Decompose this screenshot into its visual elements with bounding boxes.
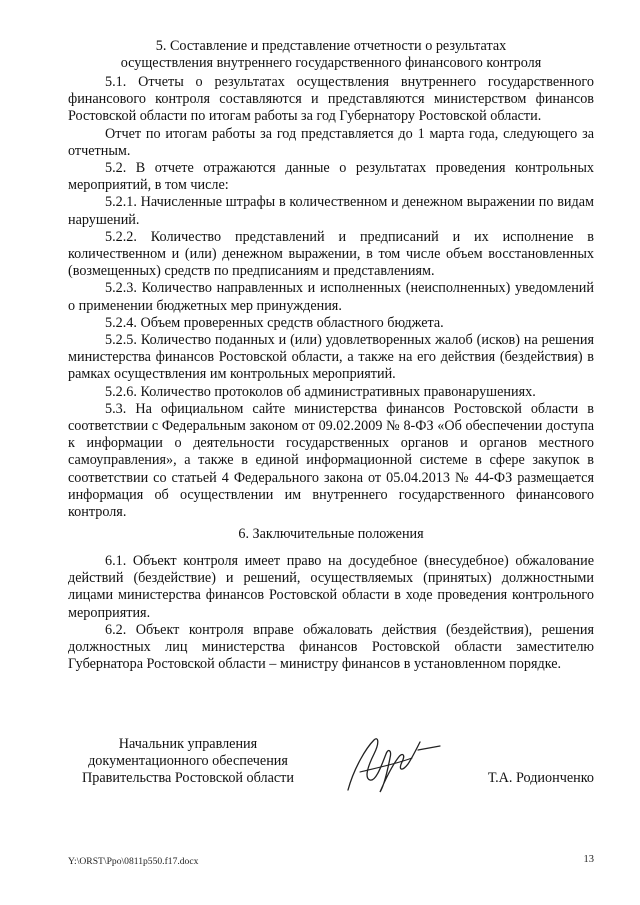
paragraph-5-2-2: 5.2.2. Количество представлений и предписаний и их исполнение в количественном и (или) денежном выражении, в том числе объем восстановленных (возмещенных) средств по предписаниям и представлениям. <box>68 228 594 280</box>
paragraph-6-1: 6.1. Объект контроля имеет право на досудебное (внесудебное) обжалование действий (бездействие) и решений, осуществляемых (принятых) должностными лицами министерства финансов Ростовской области в ходе проведения контрольного мероприятия. <box>68 553 594 621</box>
page-number: 13 <box>583 854 594 865</box>
paragraph-5-2-6: 5.2.6. Количество протоколов об административных правонарушениях. <box>105 383 536 400</box>
section-5-body <box>68 74 594 521</box>
section-6-title: 6. Заключительные положения <box>238 526 424 542</box>
signatory-position-line-2: документационного обеспечения <box>88 753 288 770</box>
section-5-title <box>68 38 594 72</box>
signatory-position <box>68 736 308 788</box>
paragraph-5-2-3: 5.2.3. Количество направленных и исполненных (неисполненных) уведомлений о применении бюджетных мер принуждения. <box>68 280 594 314</box>
paragraph-5-2-5: 5.2.5. Количество поданных и (или) удовлетворенных жалоб (исков) на решения министерства финансов Ростовской области, а также на его действия (бездействия) в рамках осуществления им контрольных мероприятий. <box>68 332 594 383</box>
paragraph-5-2: 5.2. В отчете отражаются данные о результатах проведения контрольных мероприятий, в том числе: <box>68 160 594 194</box>
paragraph-5-3: 5.3. На официальном сайте министерства финансов Ростовской области в соответствии с Федеральным законом от 09.02.2009 № 8-ФЗ «Об обеспечении доступа к информации о деятельности государственных органов и органов местного самоуправления», а также в единой информационной системе в сфере закупок в соответствии со статьей 4 Федерального закона от 05.04.2013 № 44-ФЗ размещается информация об осуществлении им внутреннего государственного финансового контроля. <box>68 400 594 521</box>
section-5-title-line-2: осуществления внутреннего государственного финансового контроля <box>120 55 542 72</box>
signatory-name: Т.А. Родионченко <box>487 770 594 786</box>
handwritten-signature-icon <box>340 728 450 798</box>
paragraph-5-1-deadline: Отчет по итогам работы за год представляется до 1 марта года, следующего за отчетным. <box>68 125 594 159</box>
signatory-position-line-3: Правительства Ростовской области <box>82 770 294 787</box>
section-5-title-line-1: 5. Составление и представление отчетности о результатах <box>155 38 507 54</box>
paragraph-6-2: 6.2. Объект контроля вправе обжаловать действия (бездействия), решения должностных лиц министерства финансов Ростовской области заместителю Губернатора Ростовской области – министру финансов в установленном порядке. <box>68 621 594 673</box>
paragraph-5-2-1: 5.2.1. Начисленные штрафы в количественном и денежном выражении по видам нарушений. <box>68 194 594 228</box>
paragraph-5-2-4: 5.2.4. Объем проверенных средств областного бюджета. <box>105 314 444 331</box>
footer-file-path: Y:\ORST\Ppo\0811p550.f17.docx <box>68 856 199 867</box>
signatory-position-line-1: Начальник управления <box>118 736 258 752</box>
section-6-body <box>68 553 594 673</box>
paragraph-5-1: 5.1. Отчеты о результатах осуществления внутреннего государственного финансового контроля составляются и представляются министерством финансов Ростовской области по итогам работы за год Губернатору Ростовской области. <box>68 74 594 125</box>
